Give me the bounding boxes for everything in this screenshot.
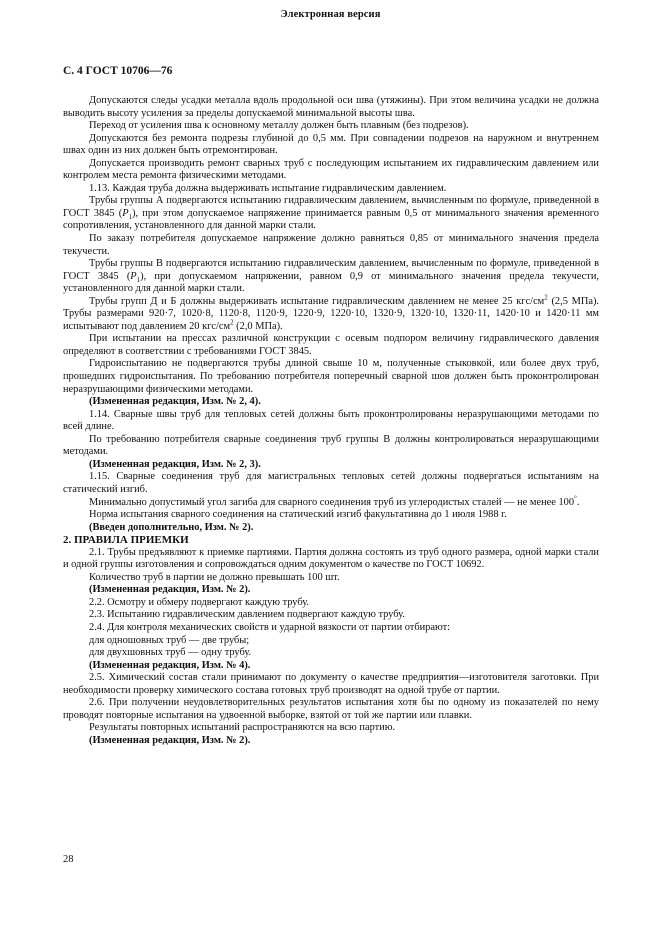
document-reference: С. 4 ГОСТ 10706—76 bbox=[63, 65, 173, 77]
document-body bbox=[63, 95, 599, 747]
formula-subscript: 1 bbox=[136, 275, 141, 284]
paragraph: 2.2. Осмотру и обмеру подвергают каждую трубу. bbox=[89, 596, 310, 608]
paragraph: При испытании на прессах различной конструкции с осевым подпором величину гидравлического давления определяют в соответствии с требованиями ГОСТ 3845. bbox=[63, 333, 599, 357]
paragraph-group-bend-norm bbox=[63, 509, 599, 534]
paragraph: Гидроиспытанию не подвергаются трубы длиной свыше 10 м, полученные стыковкой, или более двух труб, прошедших гидроиспытания. По требованию потребителя поперечный сварной шов должен быть проконтролирован неразрушающими физическими методами. bbox=[63, 358, 599, 395]
paragraph: 2.4. Для контроля механических свойств и ударной вязкости от партии отбирают: bbox=[89, 621, 451, 633]
formula-subscript: 1 bbox=[128, 213, 133, 221]
paragraph-group-weld-defects bbox=[63, 95, 599, 195]
paragraph: 1.15. Сварные соединения труб для магистральных тепловых сетей должны подвергаться испытаниям на статический изгиб. bbox=[63, 471, 599, 495]
paragraph: 2.5. Химический состав стали принимают по документу о качестве предприятия—изготовителя заготовки. При необходимости проверку химического состава готовых труб производят на одной трубе от партии. bbox=[63, 672, 599, 696]
edition-note: (Измененная редакция, Изм. № 4). bbox=[89, 659, 251, 671]
paragraph: Норма испытания сварного соединения на статический изгиб факультативна до 1 июля 1988 г. bbox=[89, 509, 507, 521]
paragraph: 2.6. При получении неудовлетворительных результатов испытания хотя бы по одному из показателей по нему проводят повторные испытания на удвоенной выборке, взятой от той же партии или плавки. bbox=[63, 697, 599, 721]
edition-note: (Введен дополнительно, Изм. № 2). bbox=[89, 521, 254, 533]
paragraph: Переход от усиления шва к основному металлу должен быть плавным (без подрезов). bbox=[89, 120, 469, 132]
paragraph-group-acceptance bbox=[63, 547, 599, 748]
edition-note: (Измененная редакция, Изм. № 2, 3). bbox=[89, 458, 261, 470]
paragraph: 1.13. Каждая труба должна выдерживать испытание гидравлическим давлением. bbox=[89, 182, 447, 194]
edition-note: (Измененная редакция, Изм. № 2, 4). bbox=[89, 396, 261, 408]
paragraph-bend-angle: Минимально допустимый угол загиба для сварного соединения труб из углеродистых сталей — не менее 100°. bbox=[89, 494, 580, 508]
paragraph-group-d-b-pressure: Трубы групп Д и Б должны выдерживать испытание гидравлическим давлением не менее 25 кгс/$см^2$ (2,5 МПа). Трубы размерами 920·7, 1020·8, 1120·8, 1120·9, 1220·9, 1220·10, 1320·9, 1320·10, 1320·11, 1420·10 и 1420·11 мм испытывают под давлением 20 кгс/$см^2$ (2,0 МПа). bbox=[63, 293, 600, 332]
paragraph-customer-request: По заказу потребителя допускаемое напряжение должно равняться 0,85 от минимального значения предела текучести. bbox=[63, 233, 599, 257]
paragraph: 1.14. Сварные швы труб для тепловых сетей должны быть проконтролированы неразрушающими методами по всей длине. bbox=[63, 408, 599, 433]
paragraph: Результаты повторных испытаний распространяются на всю партию. bbox=[89, 722, 396, 734]
paragraph: для одношовных труб — две трубы; bbox=[89, 634, 250, 646]
edition-note: (Измененная редакция, Изм. № 2). bbox=[89, 584, 251, 596]
paragraph: 2.1. Трубы предъявляют к приемке партиями. Партия должна состоять из труб одного размера, одной марки стали и одной группы изготовления и сопровождаться одним документом о качестве по ГОСТ 10692. bbox=[63, 546, 599, 571]
paragraph: 2.3. Испытанию гидравлическим давлением подвергают каждую трубу. bbox=[89, 609, 405, 621]
paragraph-group-testing bbox=[63, 333, 599, 496]
paragraph: для двухшовных труб — одну трубу. bbox=[89, 647, 252, 659]
paragraph: Допускаются следы усадки металла вдоль продольной оси шва (утяжины). При этом величина усадки не должна выводить высоту усиления за пределы допускаемой минимальной высоты шва. bbox=[63, 95, 599, 119]
paragraph-group-a-pressure: Трубы группы А подвергаются испытанию гидравлическим давлением, вычисленным по формуле, приведенной в ГОСТ 3845 $(P_1)$, при этом допускаемое напряжение принимается равным 0,5 от минимального значения временного сопротивления, установленного для данной марки стали. bbox=[63, 195, 600, 232]
paragraph: Допускается производить ремонт сварных труб с последующим испытанием их гидравлическим давлением или контролем места ремонта физическими методами. bbox=[63, 157, 599, 182]
page-number: 28 bbox=[63, 854, 74, 865]
paragraph: Допускаются без ремонта подрезы глубиной до 0,5 мм. При совпадении подрезов на наружном и внутреннем швах один из них должен быть отремонтирован. bbox=[63, 132, 599, 157]
electronic-version-header: Электронная версия bbox=[280, 9, 381, 20]
formula-symbol: P bbox=[122, 207, 129, 219]
edition-note: (Измененная редакция, Изм. № 2). bbox=[89, 734, 251, 746]
formula-symbol: P bbox=[130, 270, 137, 282]
paragraph: По требованию потребителя сварные соединения труб группы В должны контролироваться неразрушающими методами. bbox=[63, 433, 599, 458]
paragraph: Количество труб в партии не должно превышать 100 шт. bbox=[89, 571, 340, 583]
paragraph-group-b-pressure: Трубы группы В подвергаются испытанию гидравлическим давлением, вычисленным по формуле, приведенной в ГОСТ 3845 $(P_1)$, при допускаемом напряжении, равном 0,9 от минимального значения предела текучести, установленного для данной марки стали. bbox=[63, 258, 599, 295]
section-title-acceptance-rules: 2. ПРАВИЛА ПРИЕМКИ bbox=[63, 534, 189, 547]
